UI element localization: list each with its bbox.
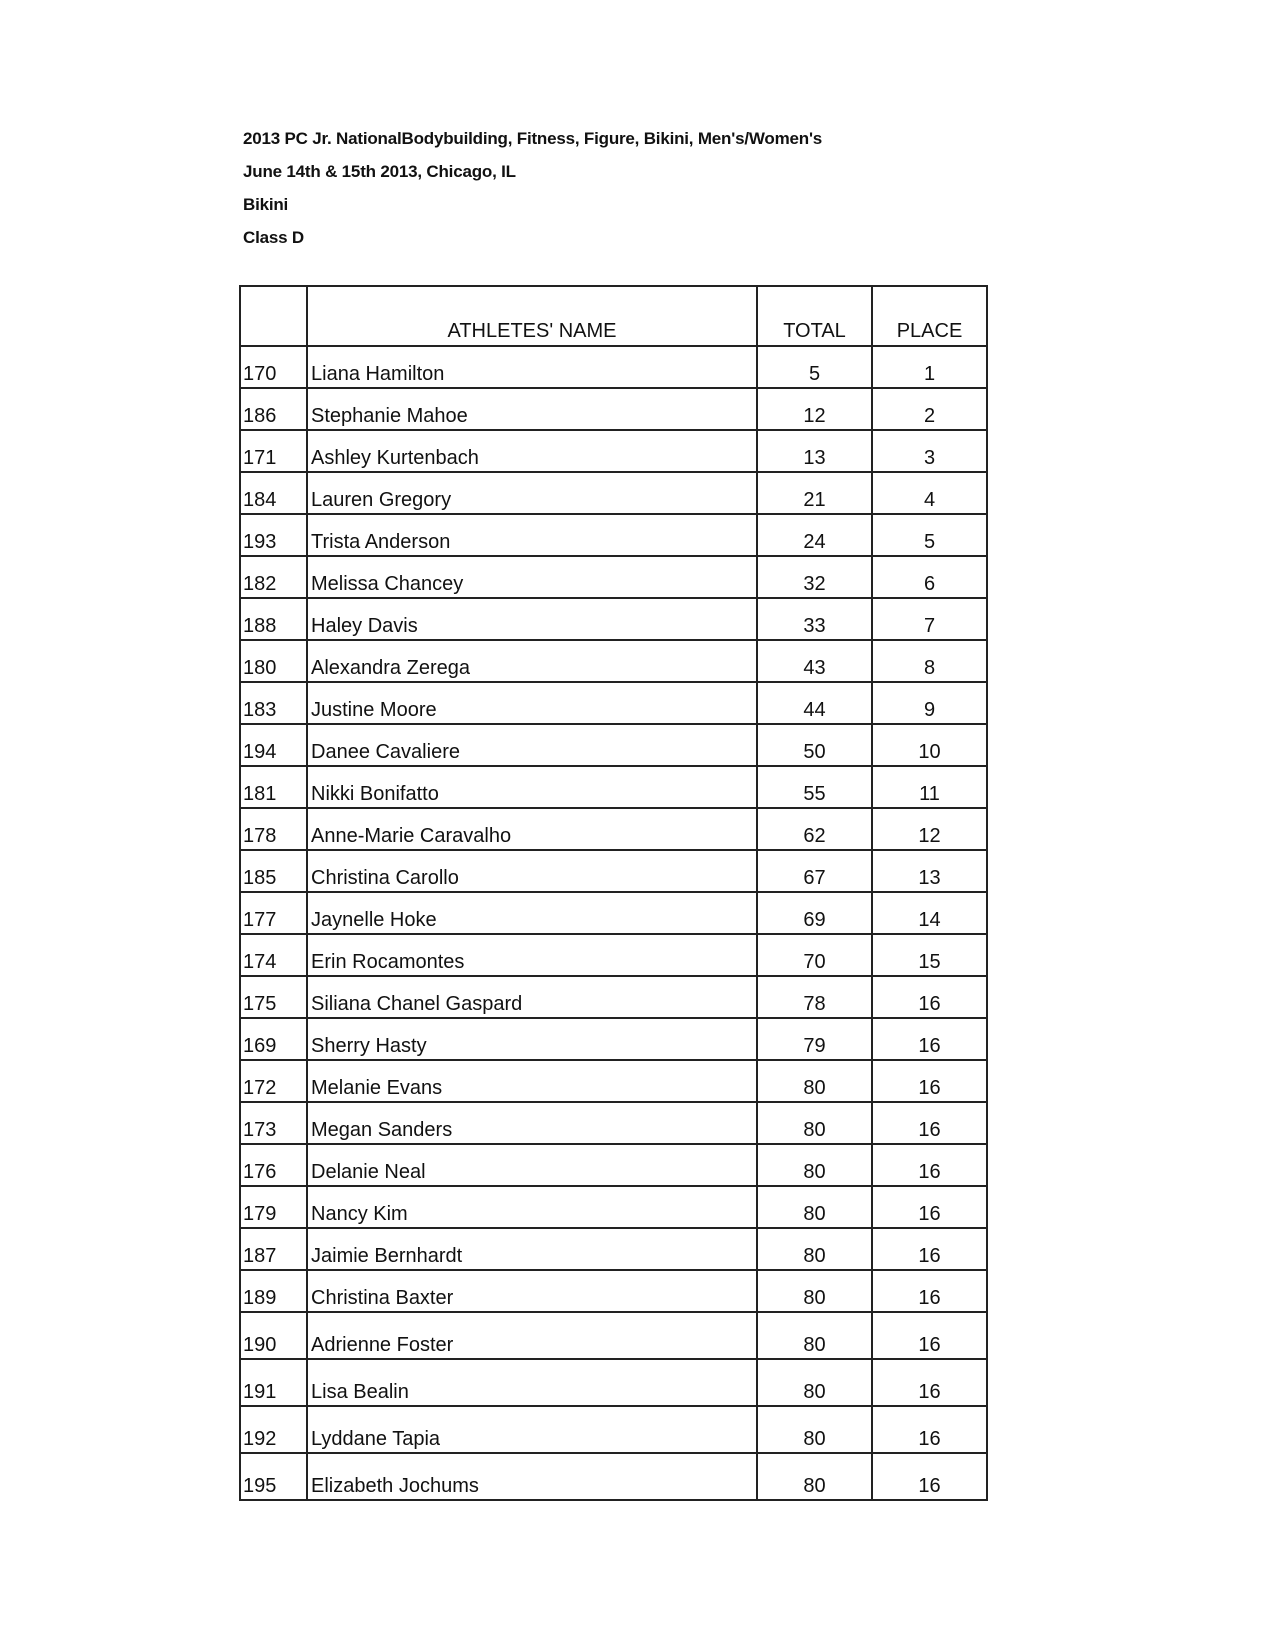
athlete-number: 178 — [240, 808, 307, 850]
athlete-number: 180 — [240, 640, 307, 682]
table-row — [240, 556, 987, 598]
athlete-name: Danee Cavaliere — [307, 724, 757, 766]
athlete-place: 10 — [872, 724, 987, 766]
athlete-name: Lauren Gregory — [307, 472, 757, 514]
athlete-total: 55 — [757, 766, 872, 808]
table-row — [240, 766, 987, 808]
athlete-place: 16 — [872, 1102, 987, 1144]
athlete-total: 12 — [757, 388, 872, 430]
athlete-place: 13 — [872, 850, 987, 892]
athlete-total: 32 — [757, 556, 872, 598]
table-body — [240, 346, 987, 1500]
athlete-total: 80 — [757, 1406, 872, 1453]
athlete-total: 80 — [757, 1060, 872, 1102]
athlete-name: Liana Hamilton — [307, 346, 757, 388]
table-row — [240, 808, 987, 850]
athlete-place: 16 — [872, 1270, 987, 1312]
athlete-name: Christina Carollo — [307, 850, 757, 892]
table-row — [240, 724, 987, 766]
table-row — [240, 1406, 987, 1453]
athlete-place: 16 — [872, 1060, 987, 1102]
table-row — [240, 976, 987, 1018]
athlete-name: Alexandra Zerega — [307, 640, 757, 682]
athlete-number: 177 — [240, 892, 307, 934]
athlete-place: 11 — [872, 766, 987, 808]
athlete-total: 80 — [757, 1144, 872, 1186]
table-row — [240, 1018, 987, 1060]
athlete-number: 187 — [240, 1228, 307, 1270]
table-row — [240, 1060, 987, 1102]
athlete-total: 69 — [757, 892, 872, 934]
table-row — [240, 850, 987, 892]
athlete-number: 195 — [240, 1453, 307, 1500]
athlete-place: 16 — [872, 1453, 987, 1500]
athlete-total: 67 — [757, 850, 872, 892]
athlete-number: 192 — [240, 1406, 307, 1453]
athlete-place: 1 — [872, 346, 987, 388]
athlete-place: 16 — [872, 1144, 987, 1186]
athlete-number: 185 — [240, 850, 307, 892]
athlete-total: 80 — [757, 1228, 872, 1270]
athlete-total: 33 — [757, 598, 872, 640]
athlete-place: 2 — [872, 388, 987, 430]
athlete-number: 193 — [240, 514, 307, 556]
athlete-place: 5 — [872, 514, 987, 556]
event-date-location: June 14th & 15th 2013, Chicago, IL — [243, 162, 516, 181]
athlete-total: 79 — [757, 1018, 872, 1060]
athlete-total: 62 — [757, 808, 872, 850]
athlete-name: Adrienne Foster — [307, 1312, 757, 1359]
athlete-name: Sherry Hasty — [307, 1018, 757, 1060]
athlete-number: 171 — [240, 430, 307, 472]
athlete-name: Jaynelle Hoke — [307, 892, 757, 934]
table-row — [240, 1228, 987, 1270]
athlete-number: 170 — [240, 346, 307, 388]
table-row — [240, 682, 987, 724]
athlete-name: Justine Moore — [307, 682, 757, 724]
athlete-total: 80 — [757, 1359, 872, 1406]
athlete-place: 7 — [872, 598, 987, 640]
athlete-total: 13 — [757, 430, 872, 472]
athlete-number: 174 — [240, 934, 307, 976]
athlete-number: 179 — [240, 1186, 307, 1228]
athlete-number: 173 — [240, 1102, 307, 1144]
athlete-place: 8 — [872, 640, 987, 682]
athlete-name: Melissa Chancey — [307, 556, 757, 598]
athlete-name: Nancy Kim — [307, 1186, 757, 1228]
athlete-total: 50 — [757, 724, 872, 766]
table-row — [240, 1144, 987, 1186]
athlete-name: Stephanie Mahoe — [307, 388, 757, 430]
table-row — [240, 892, 987, 934]
table-row — [240, 1270, 987, 1312]
event-title: 2013 PC Jr. NationalBodybuilding, Fitness, Figure, Bikini, Men's/Women's — [243, 129, 823, 148]
table-row — [240, 472, 987, 514]
column-header-number — [240, 286, 307, 346]
table-row — [240, 598, 987, 640]
athlete-number: 189 — [240, 1270, 307, 1312]
athlete-number: 182 — [240, 556, 307, 598]
athlete-total: 80 — [757, 1453, 872, 1500]
table-row — [240, 640, 987, 682]
table-header-row — [240, 286, 987, 346]
athlete-name: Delanie Neal — [307, 1144, 757, 1186]
column-header-total: TOTAL — [757, 286, 872, 346]
athlete-place: 16 — [872, 1228, 987, 1270]
athlete-place: 12 — [872, 808, 987, 850]
athlete-number: 184 — [240, 472, 307, 514]
athlete-number: 194 — [240, 724, 307, 766]
athlete-name: Elizabeth Jochums — [307, 1453, 757, 1500]
athlete-name: Christina Baxter — [307, 1270, 757, 1312]
athlete-number: 169 — [240, 1018, 307, 1060]
athlete-name: Melanie Evans — [307, 1060, 757, 1102]
athlete-place: 6 — [872, 556, 987, 598]
athlete-total: 80 — [757, 1312, 872, 1359]
athlete-place: 16 — [872, 1406, 987, 1453]
athlete-place: 16 — [872, 1018, 987, 1060]
athlete-name: Trista Anderson — [307, 514, 757, 556]
table-row — [240, 346, 987, 388]
athlete-name: Ashley Kurtenbach — [307, 430, 757, 472]
table-row — [240, 430, 987, 472]
class-label: Class D — [243, 228, 304, 247]
athlete-place: 9 — [872, 682, 987, 724]
table-row — [240, 514, 987, 556]
athlete-total: 78 — [757, 976, 872, 1018]
athlete-total: 80 — [757, 1102, 872, 1144]
athlete-number: 181 — [240, 766, 307, 808]
table-row — [240, 1102, 987, 1144]
athlete-total: 5 — [757, 346, 872, 388]
athlete-total: 70 — [757, 934, 872, 976]
table-row — [240, 1453, 987, 1500]
column-header-place: PLACE — [872, 286, 987, 346]
division-label: Bikini — [243, 195, 289, 214]
athlete-name: Haley Davis — [307, 598, 757, 640]
athlete-place: 16 — [872, 1186, 987, 1228]
athlete-place: 16 — [872, 1312, 987, 1359]
athlete-total: 43 — [757, 640, 872, 682]
athlete-place: 16 — [872, 976, 987, 1018]
column-header-name: ATHLETES' NAME — [307, 286, 757, 346]
athlete-name: Nikki Bonifatto — [307, 766, 757, 808]
athlete-number: 175 — [240, 976, 307, 1018]
athlete-place: 4 — [872, 472, 987, 514]
athlete-name: Jaimie Bernhardt — [307, 1228, 757, 1270]
athlete-number: 186 — [240, 388, 307, 430]
athlete-place: 15 — [872, 934, 987, 976]
athlete-number: 172 — [240, 1060, 307, 1102]
athlete-total: 44 — [757, 682, 872, 724]
table-row — [240, 1186, 987, 1228]
athlete-place: 16 — [872, 1359, 987, 1406]
athlete-name: Siliana Chanel Gaspard — [307, 976, 757, 1018]
athlete-name: Megan Sanders — [307, 1102, 757, 1144]
athlete-total: 80 — [757, 1186, 872, 1228]
athlete-place: 14 — [872, 892, 987, 934]
athlete-total: 21 — [757, 472, 872, 514]
results-table — [239, 285, 988, 1501]
athlete-place: 3 — [872, 430, 987, 472]
table-row — [240, 934, 987, 976]
athlete-number: 191 — [240, 1359, 307, 1406]
athlete-name: Lisa Bealin — [307, 1359, 757, 1406]
athlete-number: 183 — [240, 682, 307, 724]
athlete-name: Lyddane Tapia — [307, 1406, 757, 1453]
athlete-number: 176 — [240, 1144, 307, 1186]
athlete-name: Anne-Marie Caravalho — [307, 808, 757, 850]
athlete-total: 80 — [757, 1270, 872, 1312]
athlete-number: 190 — [240, 1312, 307, 1359]
table-row — [240, 1359, 987, 1406]
athlete-total: 24 — [757, 514, 872, 556]
table-row — [240, 1312, 987, 1359]
table-row — [240, 388, 987, 430]
athlete-name: Erin Rocamontes — [307, 934, 757, 976]
athlete-number: 188 — [240, 598, 307, 640]
